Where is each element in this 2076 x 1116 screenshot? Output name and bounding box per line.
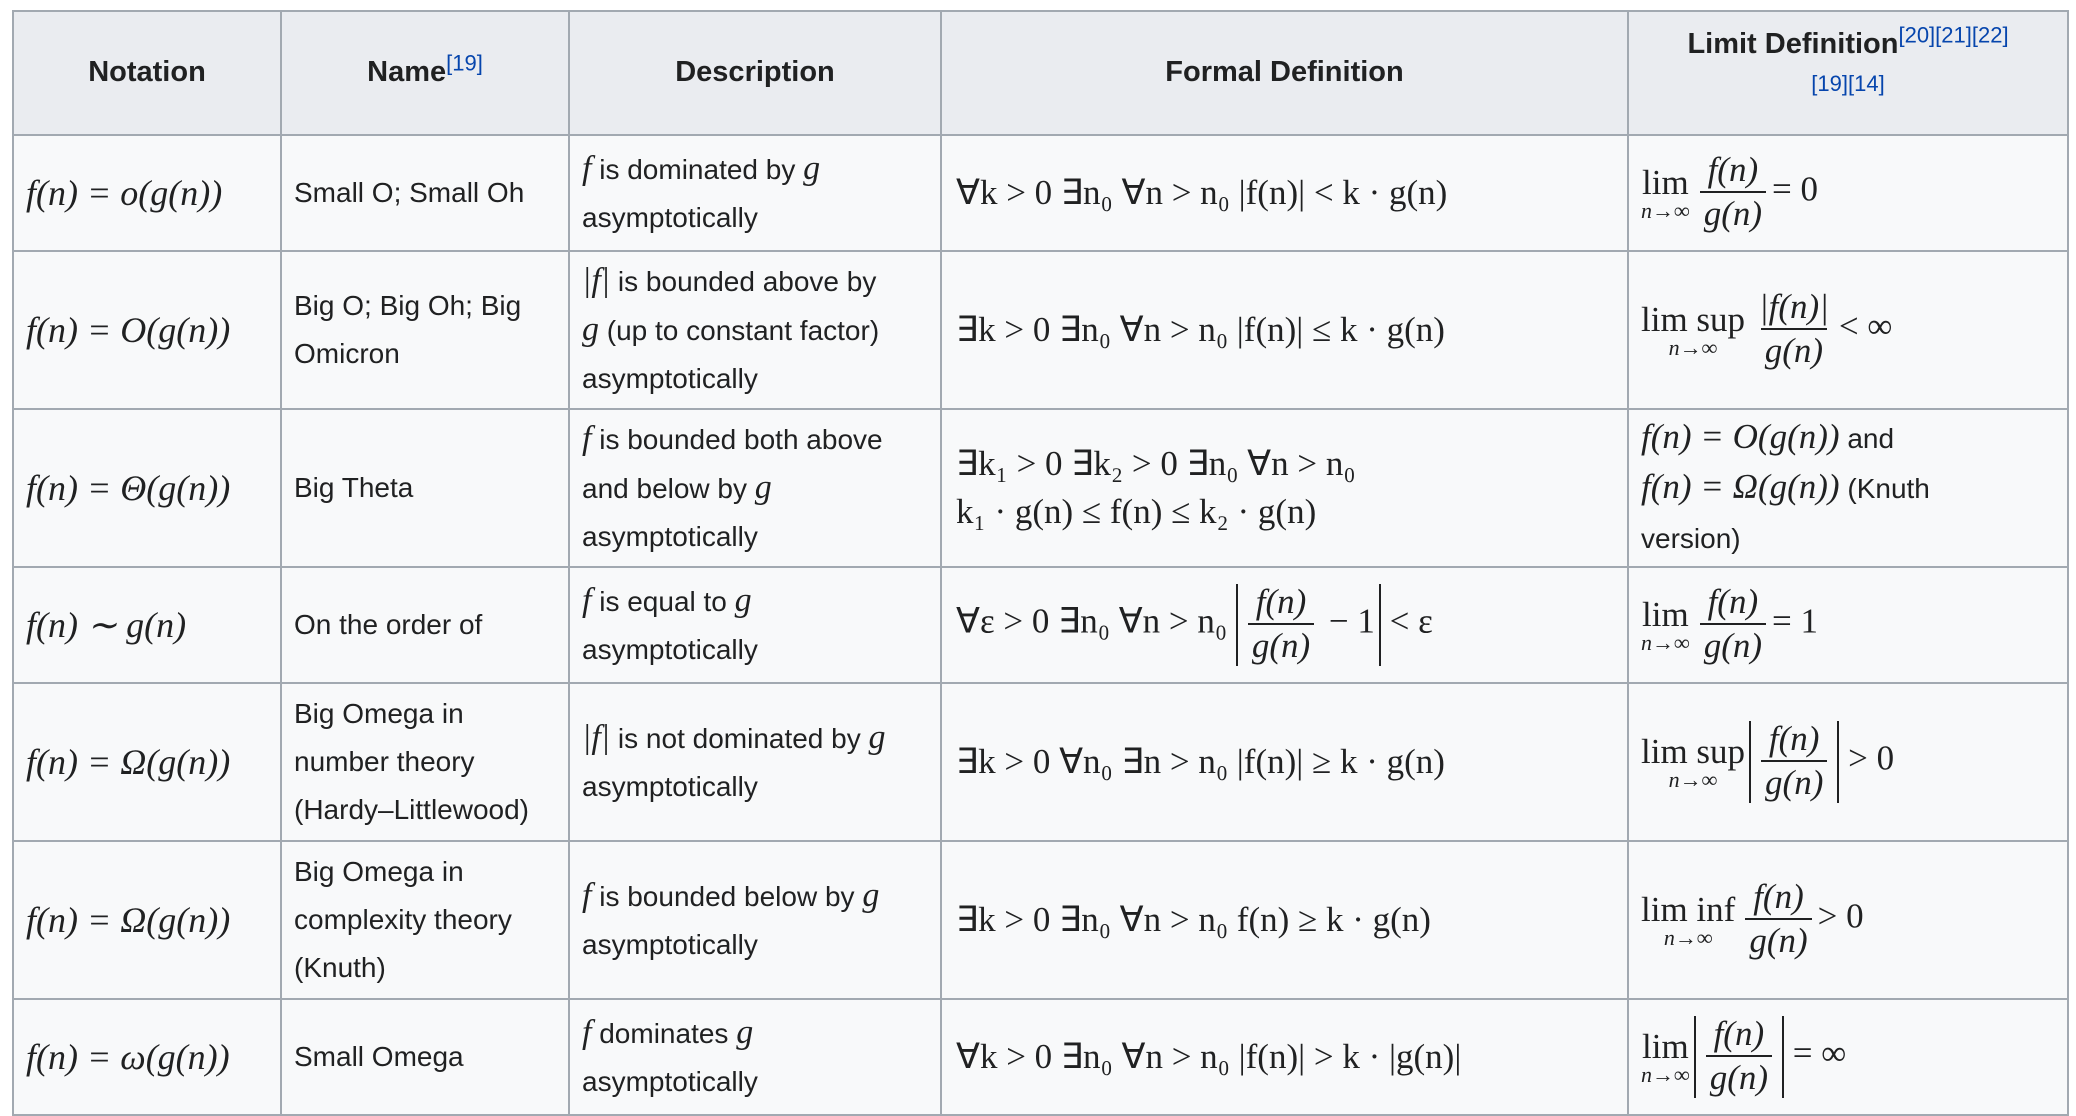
description-cell: f is equal to g asymptotically	[569, 567, 941, 683]
formal-definition-cell: ∃k > 0 ∃n₀ ∀n > n₀ f(n) ≥ k · g(n)	[941, 841, 1628, 999]
description-cell: |f| is bounded above by g (up to constant factor) asymptotically	[569, 251, 941, 409]
name-cell: Big Omega in complexity theory (Knuth)	[281, 841, 569, 999]
notation-cell: f(n) = Ω(g(n))	[13, 841, 281, 999]
asymptotic-notation-table	[12, 10, 2069, 1116]
header-name: Name[19]	[281, 11, 569, 135]
limit-definition-cell: lim n→∞ $\frac{f(n)}{g(n)}$ = ∞	[1628, 999, 2068, 1115]
limit-definition-cell: lim sup n→∞ $\frac{f(n)}{g(n)}$ > 0	[1628, 683, 2068, 841]
formal-definition-cell: ∀k > 0 ∃n₀ ∀n > n₀ |f(n)| > k · |g(n)|	[941, 999, 1628, 1115]
header-notation: Notation	[13, 11, 281, 135]
citation-links-19-14[interactable]: [19][14]	[1811, 70, 1885, 96]
description-cell: f dominates g asymptotically	[569, 999, 941, 1115]
table-row	[13, 999, 2068, 1115]
description-cell: f is bounded both above and below by g asymptotically	[569, 409, 941, 567]
notation-cell: f(n) = Θ(g(n))	[13, 409, 281, 567]
table-row	[13, 567, 2068, 683]
citation-links-20-21-22[interactable]: [20][21][22]	[1898, 22, 2009, 48]
table-row	[13, 251, 2068, 409]
name-cell: Big Theta	[281, 409, 569, 567]
table-row	[13, 409, 2068, 567]
header-description: Description	[569, 11, 941, 135]
limit-definition-cell: lim n→∞ $\frac{f(n)}{g(n)}$ = 0	[1628, 135, 2068, 251]
description-cell: f is dominated by g asymptotically	[569, 135, 941, 251]
name-cell: Small O; Small Oh	[281, 135, 569, 251]
limit-definition-cell: lim inf n→∞ $\frac{f(n)}{g(n)}$ > 0	[1628, 841, 2068, 999]
formal-definition-cell: ∀ε > 0 ∃n₀ ∀n > n₀ $\frac{f(n)}{g(n)}$ − 1 < ε	[941, 567, 1628, 683]
limit-definition-cell: f(n) = O(g(n)) and f(n) = Ω(g(n)) (Knuth version)	[1628, 409, 2068, 567]
citation-link-19[interactable]: [19]	[446, 50, 483, 76]
limit-definition-cell: lim n→∞ $\frac{f(n)}{g(n)}$ = 1	[1628, 567, 2068, 683]
header-limit-definition: Limit Definition[20][21][22] [19][14]	[1628, 11, 2068, 135]
notation-cell: f(n) = o(g(n))	[13, 135, 281, 251]
header-formal-definition: Formal Definition	[941, 11, 1628, 135]
notation-cell: f(n) ∼ g(n)	[13, 567, 281, 683]
formal-definition-cell: ∃k > 0 ∃n₀ ∀n > n₀ |f(n)| ≤ k · g(n)	[941, 251, 1628, 409]
name-cell: Big O; Big Oh; Big Omicron	[281, 251, 569, 409]
formal-definition-cell: ∃k > 0 ∀n₀ ∃n > n₀ |f(n)| ≥ k · g(n)	[941, 683, 1628, 841]
name-cell: Big Omega in number theory (Hardy–Littlewood)	[281, 683, 569, 841]
table-row	[13, 683, 2068, 841]
description-cell: f is bounded below by g asymptotically	[569, 841, 941, 999]
limit-definition-cell: lim sup n→∞ $\frac{|f(n)|}{g(n)}$ < ∞	[1628, 251, 2068, 409]
header-row	[13, 11, 2068, 135]
formal-definition-cell: ∃k₁ > 0 ∃k₂ > 0 ∃n₀ ∀n > n₀ k₁ · g(n) ≤ f(n) ≤ k₂ · g(n)	[941, 409, 1628, 567]
table-row	[13, 841, 2068, 999]
notation-cell: f(n) = O(g(n))	[13, 251, 281, 409]
description-cell: |f| is not dominated by g asymptotically	[569, 683, 941, 841]
name-cell: Small Omega	[281, 999, 569, 1115]
name-cell: On the order of	[281, 567, 569, 683]
notation-cell: f(n) = Ω(g(n))	[13, 683, 281, 841]
table-row	[13, 135, 2068, 251]
formal-definition-cell: ∀k > 0 ∃n₀ ∀n > n₀ |f(n)| < k · g(n)	[941, 135, 1628, 251]
notation-cell: f(n) = ω(g(n))	[13, 999, 281, 1115]
